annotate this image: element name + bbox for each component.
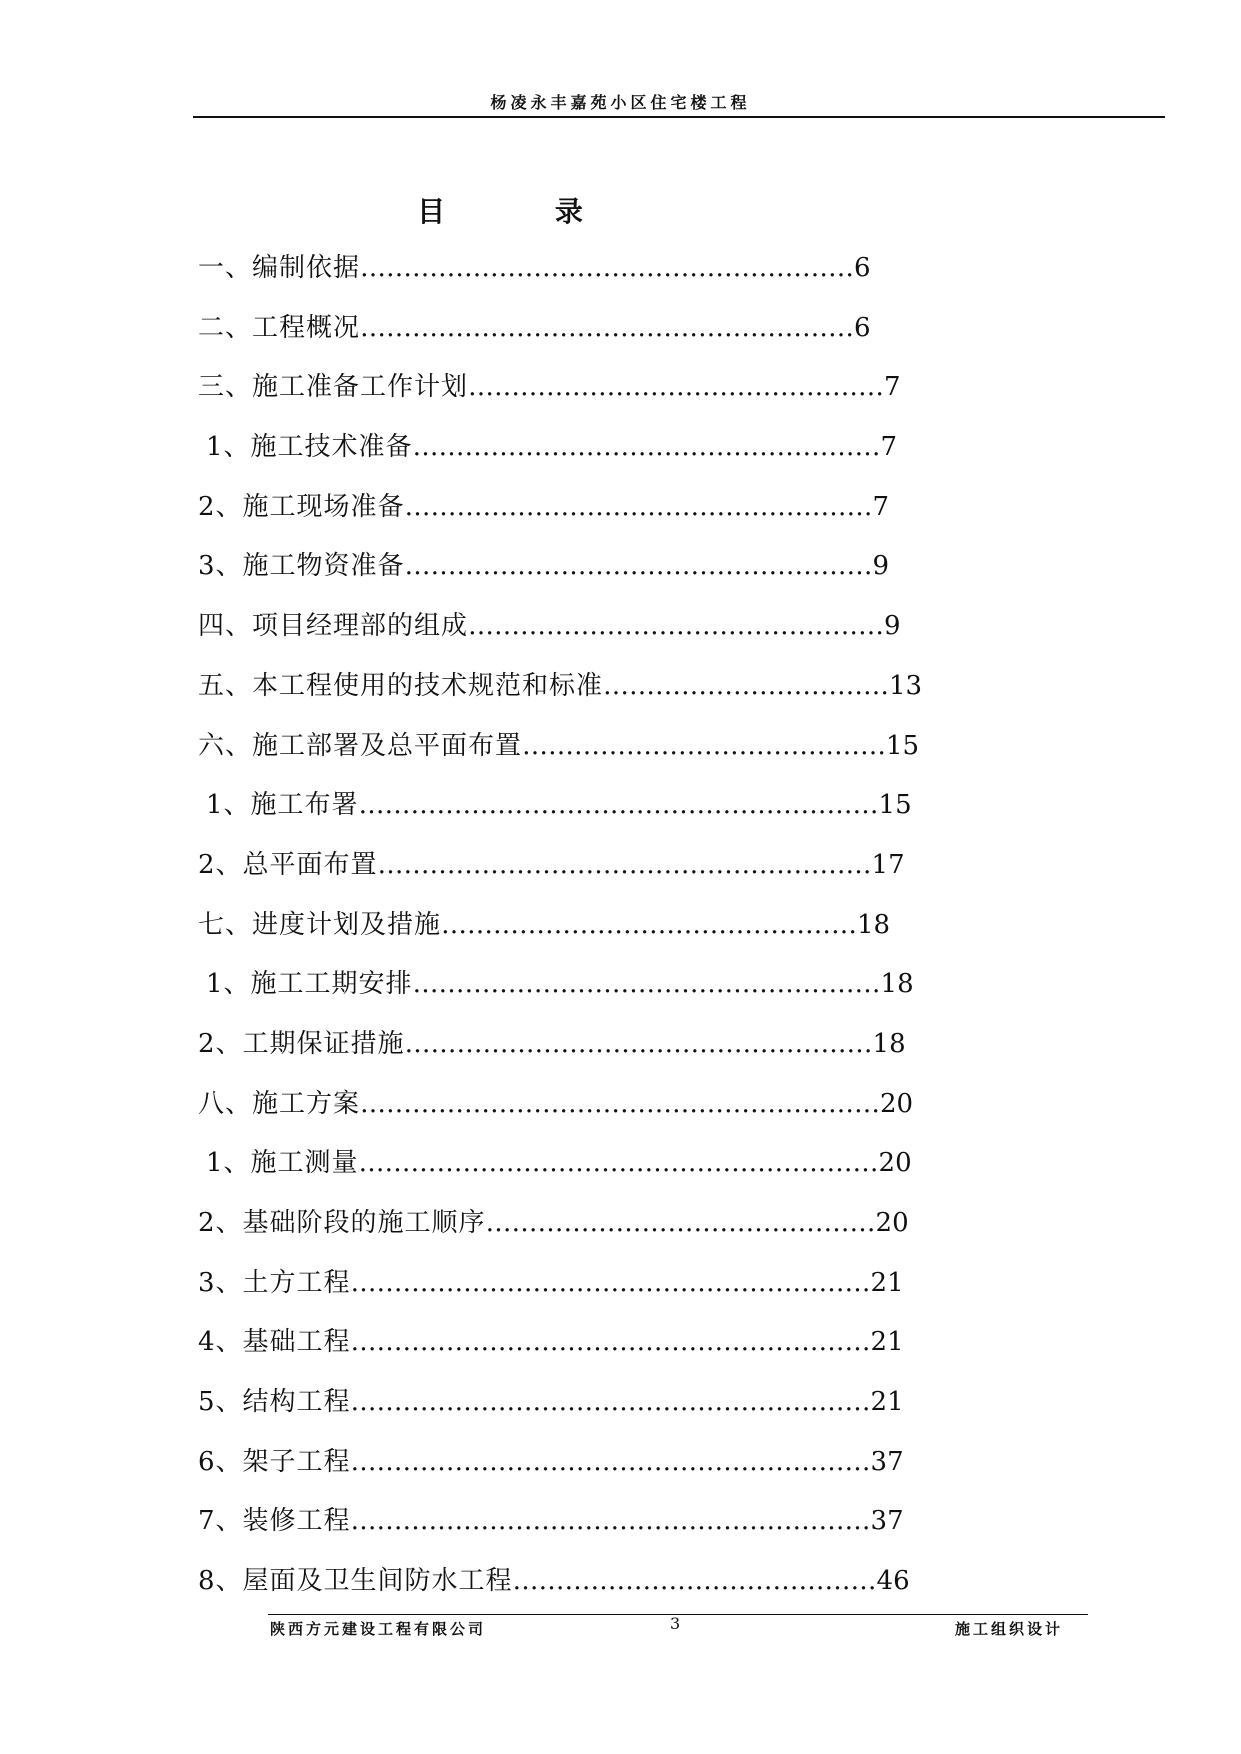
toc-item-page: 37	[870, 1446, 904, 1477]
toc-item-label: 3、土方工程	[198, 1267, 351, 1298]
toc-item-page: 18	[872, 1028, 906, 1059]
toc-item-leader: ……………………………………………………	[358, 790, 879, 821]
toc-item-page: 21	[870, 1327, 904, 1358]
header-rule	[193, 116, 1165, 118]
toc-item-label: 5、结构工程	[198, 1387, 351, 1418]
toc-item-label: 3、施工物资准备	[198, 551, 405, 582]
toc-item[interactable]	[198, 964, 922, 1024]
toc-item-page: 37	[870, 1506, 904, 1537]
toc-item[interactable]	[198, 606, 922, 666]
toc-item-label: 7、装修工程	[198, 1506, 351, 1537]
toc-item[interactable]	[198, 1442, 922, 1502]
toc-item-label: 四、项目经理部的组成	[198, 611, 469, 642]
toc-item-label: 八、施工方案	[198, 1088, 361, 1119]
toc-item-leader: ……………………………………………………	[350, 1327, 871, 1358]
toc-item[interactable]	[198, 308, 922, 368]
toc-item-page: 9	[884, 611, 901, 642]
toc-item-page: 18	[880, 969, 914, 1000]
toc-item-leader: ……………………………………………………	[350, 1506, 871, 1537]
toc-title: 目 录	[417, 195, 633, 228]
toc-item-page: 20	[875, 1208, 909, 1238]
toc-item[interactable]	[198, 487, 922, 547]
toc-item-leader: ………………………………………………	[404, 1028, 873, 1059]
toc-item-page: 17	[871, 849, 905, 880]
toc-item[interactable]	[198, 1084, 922, 1144]
toc-item-page: 46	[876, 1566, 910, 1597]
footer-company-name: 陕西方元建设工程有限公司	[270, 1620, 487, 1638]
toc-item-page: 15	[878, 790, 912, 821]
toc-item-leader: …………………………………………	[468, 611, 885, 642]
toc-item-label: 2、施工现场准备	[198, 491, 405, 522]
toc-item-label: 2、基础阶段的施工顺序	[198, 1208, 486, 1238]
header-title: 杨凌永丰嘉苑小区住宅楼工程	[490, 93, 751, 112]
toc-item-page: 9	[872, 551, 890, 582]
toc-item-label: 二、工程概况	[198, 312, 361, 343]
toc-item-label: 1、施工工期安排	[206, 969, 413, 1000]
toc-item-leader: ………………………………………………	[412, 969, 881, 1000]
toc-item-page: 15	[886, 730, 920, 761]
toc-item[interactable]	[198, 1501, 922, 1561]
toc-item-label: 2、工期保证措施	[198, 1028, 405, 1059]
toc-item-leader: ……………………………………………………	[350, 1387, 871, 1418]
toc-item-leader: ……………………………	[603, 670, 890, 701]
toc-item-leader: …………………………………………	[441, 909, 858, 940]
toc-item[interactable]	[198, 1322, 922, 1382]
toc-item-label: 8、屋面及卫生间防水工程	[198, 1566, 513, 1597]
toc-item-leader: ………………………………………………	[404, 551, 873, 582]
toc-item[interactable]	[198, 785, 922, 845]
toc-item-page: 7	[872, 491, 890, 522]
toc-item-page: 21	[870, 1387, 904, 1418]
toc-item-label: 1、施工布署	[206, 790, 359, 821]
footer-document-type: 施工组织设计	[955, 1620, 1064, 1638]
toc-item-leader: ……………………………………………………	[350, 1267, 871, 1298]
toc-item-leader: …………………………………………………	[360, 312, 855, 343]
toc-item-leader: ……………………………………………………	[360, 1088, 881, 1119]
toc-item[interactable]	[198, 427, 922, 487]
toc-item-label: 五、本工程使用的技术规范和标准	[198, 670, 604, 701]
toc-item-leader: …………………………………………………	[377, 849, 872, 880]
toc-item-page: 6	[854, 253, 871, 283]
toc-item[interactable]	[198, 1382, 922, 1442]
toc-item-label: 三、施工准备工作计划	[198, 372, 469, 403]
toc-item-leader: ………………………………………………	[412, 432, 881, 463]
toc-item-leader: …………………………………………	[468, 372, 885, 403]
toc-item-leader: ……………………………………	[512, 1566, 877, 1597]
toc-item-label: 一、编制依据	[198, 253, 361, 283]
toc-item[interactable]	[198, 1263, 922, 1323]
toc-item-page: 18	[857, 909, 891, 940]
toc-item[interactable]	[198, 726, 922, 786]
toc-item-leader: …………………………………………………	[360, 253, 855, 283]
toc-item-label: 1、施工技术准备	[206, 432, 413, 463]
toc-item[interactable]	[198, 1203, 922, 1263]
toc-item[interactable]	[198, 905, 922, 965]
toc-item-page: 20	[880, 1088, 914, 1119]
toc-item[interactable]	[198, 1024, 922, 1084]
toc-item-page: 20	[878, 1148, 912, 1179]
toc-item[interactable]	[198, 1561, 922, 1621]
toc-item-label: 六、施工部署及总平面布置	[198, 730, 523, 761]
toc-item-label: 2、总平面布置	[198, 849, 378, 880]
toc-item[interactable]	[198, 367, 922, 427]
toc-item[interactable]	[198, 248, 922, 308]
toc-item-page: 6	[854, 312, 871, 343]
toc-item-leader: ……………………………………………………	[358, 1148, 879, 1179]
toc-item[interactable]	[198, 546, 922, 606]
toc-item-page: 7	[880, 432, 898, 463]
toc-item-leader: ………………………………………………	[404, 491, 873, 522]
toc-item-page: 21	[870, 1267, 904, 1298]
toc-item-page: 7	[884, 372, 901, 403]
toc-item[interactable]	[198, 666, 922, 726]
toc-list	[198, 248, 922, 1621]
toc-item-label: 七、进度计划及措施	[198, 909, 442, 940]
footer-page-number: 3	[670, 1614, 681, 1633]
toc-item-label: 4、基础工程	[198, 1327, 351, 1358]
toc-item-leader: ………………………………………	[485, 1208, 876, 1238]
toc-item-label: 6、架子工程	[198, 1446, 351, 1477]
toc-item-label: 1、施工测量	[206, 1148, 359, 1179]
toc-item-leader: ……………………………………………………	[350, 1446, 871, 1477]
toc-item-page: 13	[889, 670, 923, 701]
toc-item-leader: ……………………………………	[522, 730, 887, 761]
toc-item[interactable]	[198, 845, 922, 905]
toc-item[interactable]	[198, 1143, 922, 1203]
